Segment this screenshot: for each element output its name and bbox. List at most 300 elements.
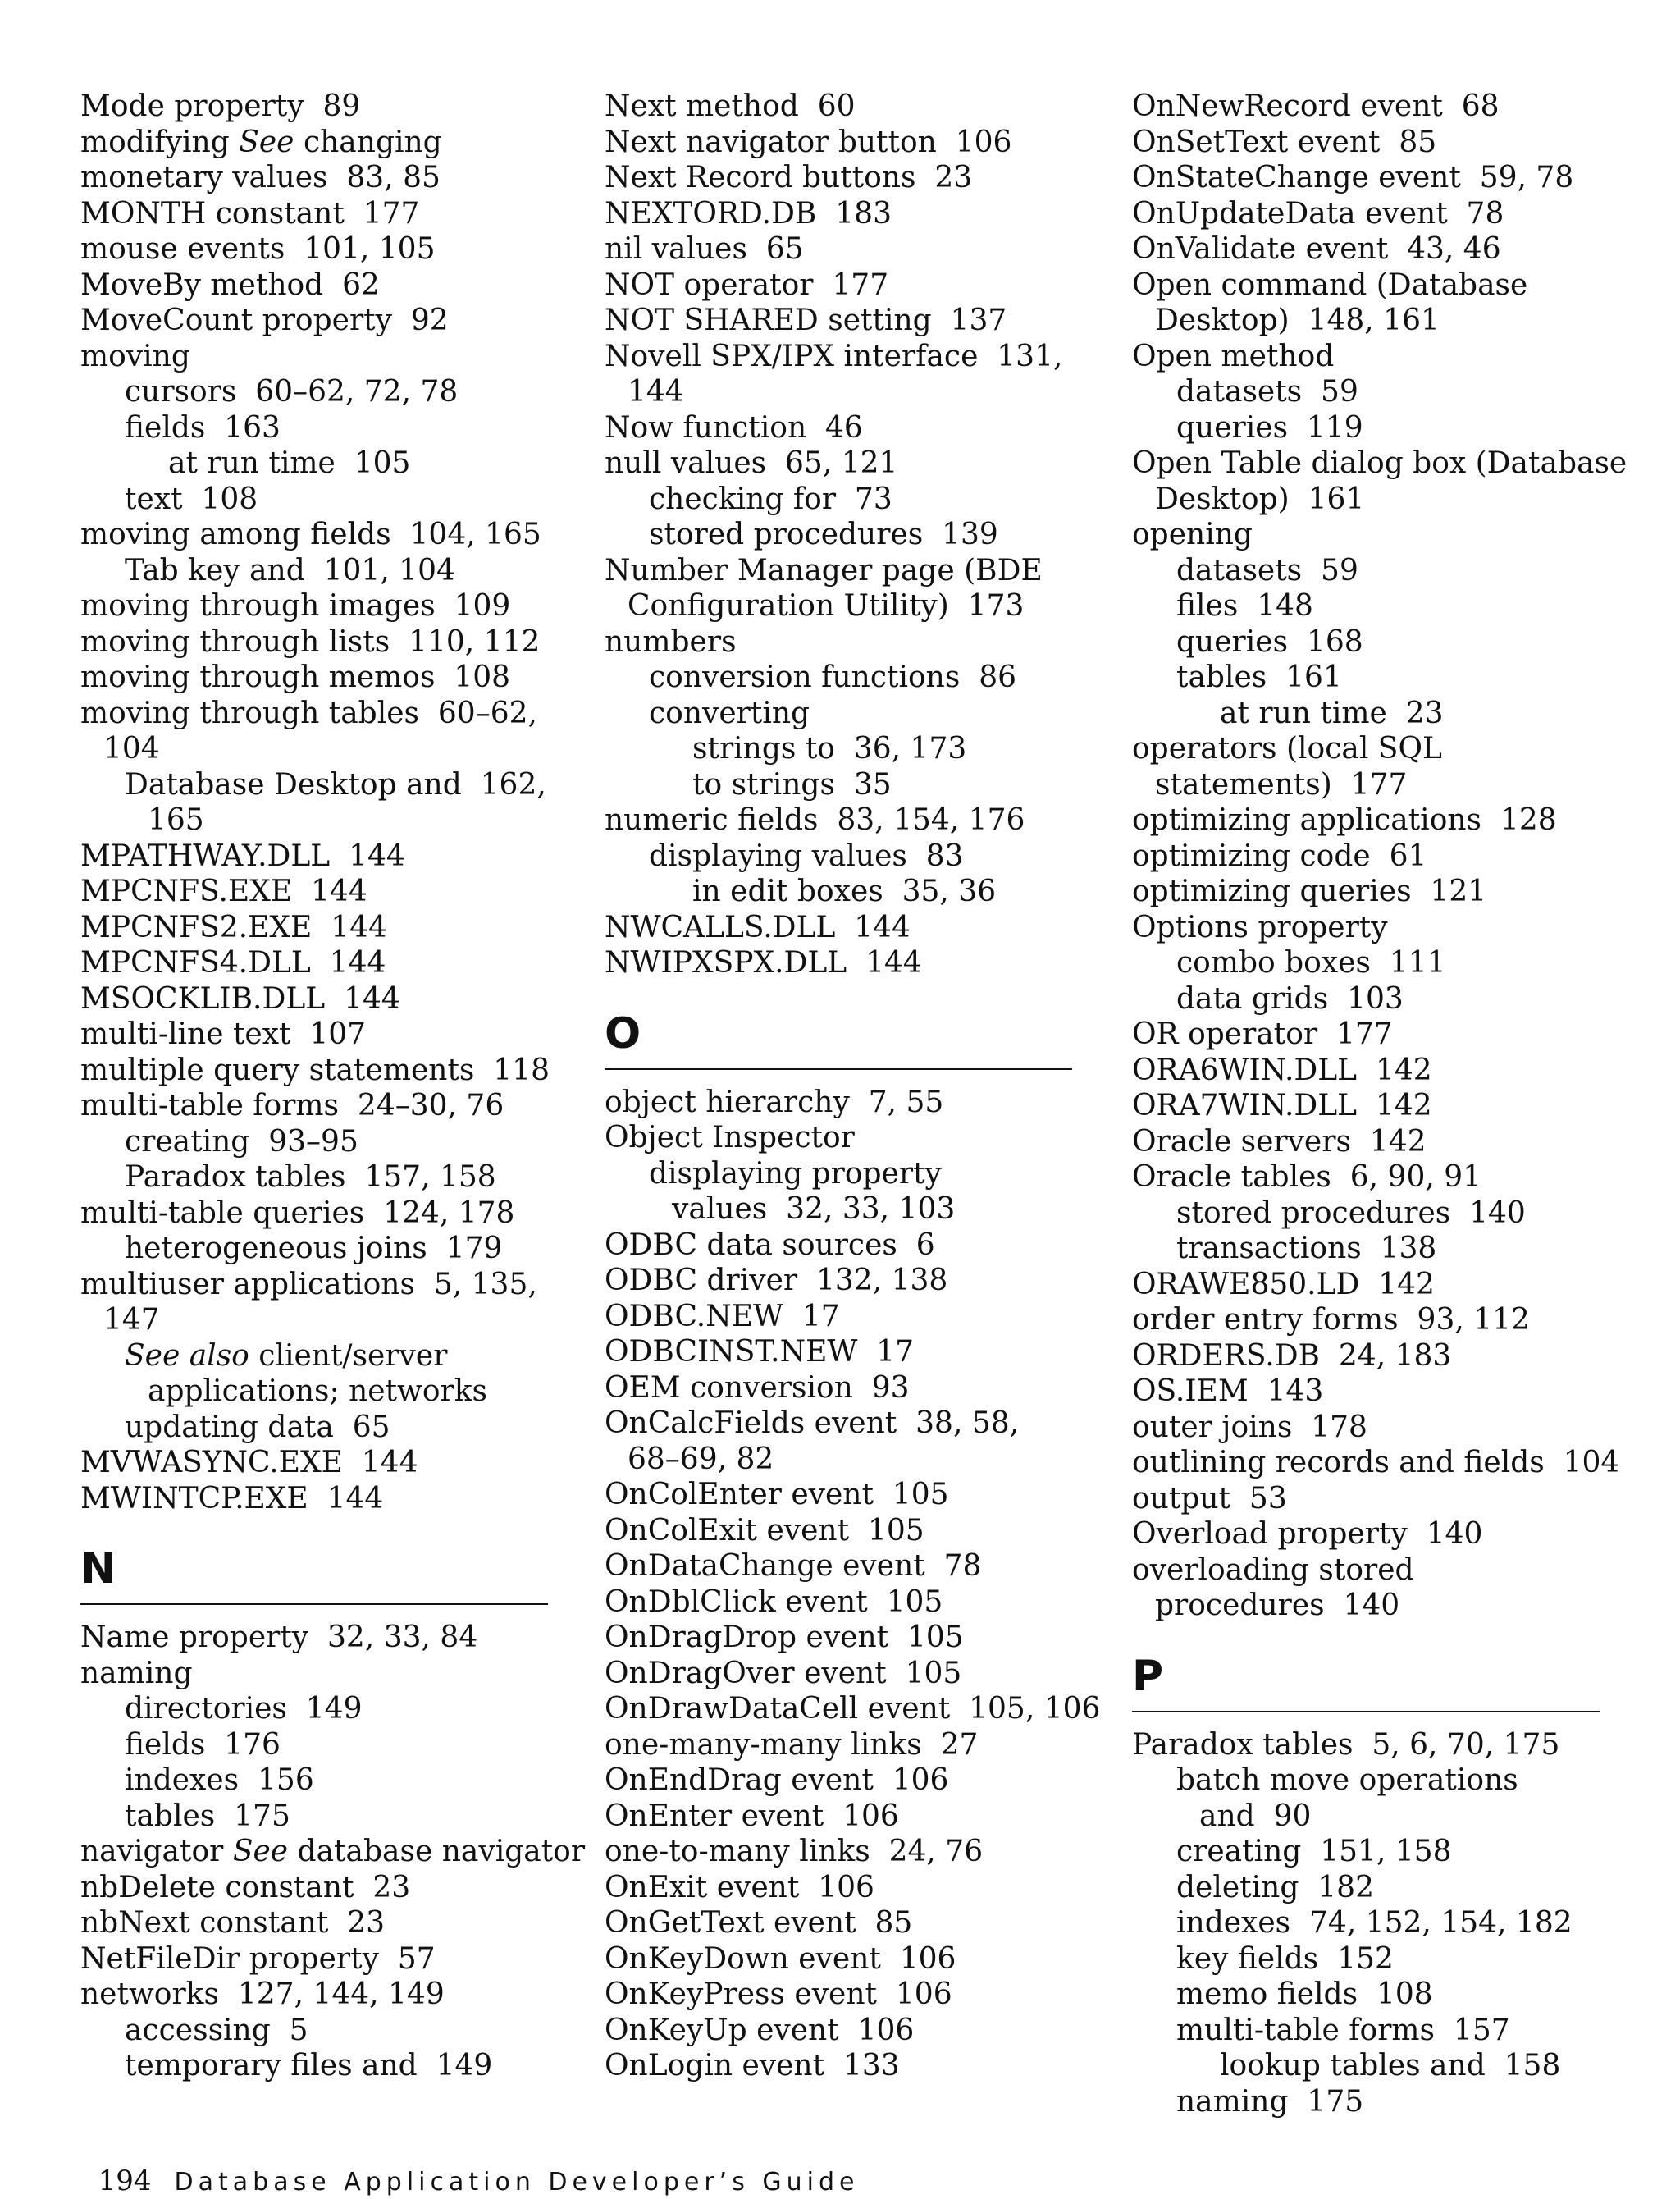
index-subentry [605,874,1076,910]
entry-text: datasets 59 [1176,553,1358,587]
entry-text: nbNext constant 23 [80,1906,386,1940]
index-entry [605,2013,1076,2049]
entry-text: OnValidate event 43, 46 [1132,232,1501,266]
entry-text: ODBC data sources 6 [605,1228,935,1262]
entry-text: heterogeneous joins 179 [125,1232,503,1265]
entry-text: ODBC driver 132, 138 [605,1264,948,1297]
index-entry [1132,446,1628,482]
index-entry [605,553,1076,589]
index-entry [1132,1727,1608,1763]
entry-text: memo fields 108 [1176,1977,1433,2011]
index-entry [605,1085,1076,1121]
index-subentry [605,767,1076,803]
entry-text: data grids 103 [1176,981,1404,1016]
index-entry [605,1762,1076,1799]
index-entry [80,1620,548,1656]
entry-text: Open method [1132,339,1335,373]
index-subentry [80,1799,548,1835]
index-subentry [1132,374,1608,410]
entry-text: 68–69, 82 [628,1442,774,1476]
entry-text: object hierarchy 7, 55 [605,1085,944,1119]
entry-text: stored procedures 140 [1176,1196,1526,1230]
entry-text: networks 127, 144, 149 [80,1977,445,2011]
entry-text: ORA7WIN.DLL 142 [1132,1089,1432,1122]
entry-text: NEXTORD.DB 183 [605,196,892,231]
index-entry [80,89,548,125]
index-entry [1132,910,1608,946]
index-subentry [80,410,548,446]
entry-text: naming [80,1656,193,1690]
index-subentry [1132,588,1608,624]
entry-text: NWCALLS.DLL 144 [605,910,911,944]
index-subentry [605,839,1076,875]
entry-text: fields 163 [125,410,281,445]
index-entry [1132,1338,1608,1374]
index-entry [605,1513,1076,1549]
entry-text: multiuser applications 5, 135, [80,1267,537,1301]
entry-text: OnDblClick event 105 [605,1584,943,1619]
entry-text: procedures 140 [1155,1589,1400,1622]
index-entry [605,1834,1076,1870]
index-entry [605,1299,1076,1335]
entry-text: Options property [1132,910,1388,944]
entry-text: Open command (Database [1132,267,1528,302]
entry-text: combo boxes 111 [1176,946,1446,980]
entry-text: Tab key and 101, 104 [125,553,455,587]
entry-text: MPCNFS4.DLL 144 [80,946,386,980]
entry-text: statements) 177 [1155,767,1408,802]
entry-text: optimizing applications 128 [1132,803,1557,837]
entry-text: MoveBy method 62 [80,267,380,302]
entry-text: checking for 73 [649,482,892,516]
index-entry [80,1088,548,1124]
index-entry [80,1977,548,2013]
index-subentry [1132,1231,1608,1267]
index-entry [1132,1410,1608,1446]
entry-text: OnDataChange event 78 [605,1549,982,1583]
index-entry [80,910,548,946]
entry-text: OnLogin event 133 [605,2049,900,2082]
index-entry [80,1941,548,1977]
index-entry-continuation [1132,1588,1608,1624]
index-entry [605,1656,1076,1692]
entry-text: MPATHWAY.DLL 144 [80,839,405,873]
index-subentry [80,482,548,518]
index-subentry [1132,1870,1608,1906]
entry-text: deleting 182 [1176,1870,1374,1904]
index-entry [605,624,1076,661]
entry-text: outer joins 178 [1132,1410,1367,1444]
entry-text: Object Inspector [605,1121,855,1154]
index-subentry [80,1691,548,1727]
index-entry-continuation [605,1191,1076,1228]
index-subentry [80,2048,548,2084]
index-subentry [1132,696,1608,732]
index-entry [80,339,548,375]
entry-text: and 90 [1199,1799,1312,1833]
index-subentry [1132,1196,1608,1232]
entry-text: OnStateChange event 59, 78 [1132,161,1574,194]
entry-text: applications; networks [148,1374,488,1408]
entry-text: MONTH constant 177 [80,196,420,231]
index-entry [80,1656,548,1692]
entry-text: MoveCount property 92 [80,304,449,337]
entry-text: OnDrawDataCell event 105, 106 [605,1692,1101,1726]
entry-text: naming 175 [1176,2084,1364,2119]
index-entry-continuation [80,802,548,839]
index-entry [605,1691,1101,1727]
entry-text: Overload property 140 [1132,1517,1483,1551]
section-letter: N [80,1544,116,1593]
entry-text: optimizing queries 121 [1132,875,1487,908]
index-entry-continuation [1132,482,1608,518]
entry-text: null values 65, 121 [605,446,898,480]
entry-text: multi-table forms 157 [1176,2013,1510,2047]
index-entry [1132,1481,1608,1517]
index-entry [1132,839,1608,875]
entry-text: queries 119 [1176,410,1363,445]
entry-text: OnDragOver event 105 [605,1656,962,1690]
entry-text: overloading stored [1132,1552,1414,1587]
entry-text: NOT SHARED setting 137 [605,304,1007,337]
entry-text: at run time 105 [168,446,411,480]
entry-text: monetary values 83, 85 [80,161,441,194]
entry-text: tables 161 [1176,661,1342,694]
entry-text: Next navigator button 106 [605,125,1012,159]
book-title: Database Application Developer’s Guide [174,2168,860,2197]
index-subentry [605,696,1076,732]
index-entry [1132,1516,1608,1552]
index-subentry [605,1156,1076,1192]
entry-text: datasets 59 [1176,375,1358,409]
index-column-1 [80,89,586,2084]
index-entry [605,196,1076,232]
index-subentry [1132,1834,1608,1870]
index-entry [80,231,548,267]
entry-text: fields 176 [125,1727,281,1762]
index-entry-continuation [605,1442,1076,1478]
entry-text: OnCalcFields event 38, 58, [605,1406,1020,1440]
index-entry [80,874,548,910]
index-subentry [80,1762,548,1799]
index-entry [1132,1302,1608,1338]
index-entry [80,1834,586,1870]
index-column-3 [1132,89,1628,2119]
section-letter: P [1132,1651,1164,1701]
entry-text: strings to 36, 173 [692,732,967,766]
index-entry [80,1017,548,1053]
entry-text: Now function 46 [605,410,863,445]
index-entry [605,1334,1076,1370]
index-subentry [1132,410,1608,446]
entry-text: updating data 65 [125,1410,390,1444]
index-entry-continuation [1132,767,1608,803]
entry-text: modifying [80,125,240,159]
entry-text: OnGetText event 85 [605,1906,913,1940]
index-entry [80,1196,548,1232]
index-entry [80,125,548,161]
index-subentry [605,482,1076,518]
entry-text: Next Record buttons 23 [605,161,973,194]
index-entry-continuation [80,731,548,767]
index-entry [80,945,548,981]
index-entry [605,1548,1076,1584]
entry-text: operators (local SQL [1132,732,1442,766]
entry-text: moving through images 109 [80,589,511,623]
index-entry [1132,339,1608,375]
entry-text: displaying property [649,1156,942,1191]
index-entry-continuation [605,374,1076,410]
entry-text: OnKeyDown event 106 [605,1941,956,1976]
entry-text: OnUpdateData event 78 [1132,196,1504,231]
entry-text: one-to-many links 24, 76 [605,1835,984,1868]
entry-text: mouse events 101, 105 [80,232,436,266]
entry-text: OnColEnter event 105 [605,1478,949,1511]
index-entry [80,1905,548,1941]
index-entry [1132,1088,1608,1124]
entry-text: MWINTCP.EXE 144 [80,1481,384,1516]
entry-text: moving among fields 104, 165 [80,518,541,551]
index-entry [1132,517,1608,553]
index-entry [605,410,1076,446]
index-entry [605,339,1076,375]
entry-text: batch move operations [1176,1763,1518,1797]
index-subentry [80,446,548,482]
entry-text: files 148 [1176,589,1313,623]
entry-text: moving through lists 110, 112 [80,624,541,659]
index-entry [605,2048,1076,2084]
entry-text: tables 175 [125,1799,290,1833]
index-entry [80,624,548,661]
entry-text: Oracle servers 142 [1132,1124,1427,1159]
index-entry [605,1228,1076,1264]
entry-text: one-many-many links 27 [605,1727,979,1762]
entry-text: creating 151, 158 [1176,1835,1452,1868]
index-subentry [80,2013,548,2049]
cross-reference-label: See also [125,1338,249,1373]
entry-text: OnKeyPress event 106 [605,1977,952,2011]
index-entry [1132,1374,1608,1410]
entry-text: NetFileDir property 57 [80,1941,436,1976]
index-subentry [80,1231,548,1267]
entry-text-continued: database navigator [288,1835,586,1868]
page-footer [80,2132,859,2199]
index-entry [1132,1017,1608,1053]
index-entry [80,196,548,232]
section-header [80,1543,548,1605]
index-subentry [1132,2013,1608,2049]
index-entry [1132,874,1608,910]
entry-text: at run time 23 [1220,696,1444,730]
index-entry [1132,731,1608,767]
entry-text: multi-line text 107 [80,1017,367,1051]
entry-text-continued: changing [294,125,442,159]
index-entry [605,1584,1076,1621]
index-subentry [1132,945,1608,981]
entry-text: numeric fields 83, 154, 176 [605,803,1025,837]
index-entry [605,1406,1076,1442]
index-subentry [80,553,548,589]
index-subentry [80,1124,548,1160]
index-subentry [605,517,1076,553]
index-entry [605,1977,1076,2013]
index-column-2 [605,89,1101,2084]
entry-text: MVWASYNC.EXE 144 [80,1446,418,1479]
entry-text: Configuration Utility) 173 [628,589,1025,623]
index-entry [1132,1445,1620,1481]
index-entry [605,446,1076,482]
entry-text: temporary files and 149 [125,2049,493,2082]
index-entry [1132,1124,1608,1160]
index-entry [1132,1267,1608,1303]
entry-text: Desktop) 161 [1155,482,1365,516]
entry-text: 165 [148,803,204,837]
entry-text: Number Manager page (BDE [605,553,1043,587]
entry-text: moving [80,339,190,373]
index-entry [1132,1053,1608,1089]
entry-text: optimizing code 61 [1132,839,1427,873]
index-entry-continuation [605,588,1076,624]
index-subentry [80,374,548,410]
section-header [1132,1650,1600,1712]
section-header [605,1008,1072,1070]
entry-text: output 53 [1132,1481,1287,1516]
index-entry [605,231,1076,267]
entry-text: nil values 65 [605,232,804,266]
entry-text: NWIPXSPX.DLL 144 [605,946,922,980]
index-entry [605,267,1076,304]
entry-text: moving through memos 108 [80,661,511,694]
index-entry [80,267,548,304]
index-entry [80,839,548,875]
entry-text-continued: client/server [249,1338,448,1373]
index-entry [80,660,548,696]
entry-text: in edit boxes 35, 36 [692,875,997,908]
index-subentry [1132,1977,1608,2013]
entry-text: 147 [103,1303,160,1337]
entry-text: OEM conversion 93 [605,1370,910,1405]
entry-text: to strings 35 [692,767,892,802]
index-subentry [80,1410,548,1446]
entry-text: OS.IEM 143 [1132,1374,1324,1408]
index-entry [80,303,548,339]
index-subentry [1132,981,1608,1017]
entry-text: numbers [605,624,737,659]
entry-text: ORDERS.DB 24, 183 [1132,1338,1452,1373]
index-entry [80,1481,548,1517]
entry-text: NOT operator 177 [605,267,889,302]
entry-text: OnKeyUp event 106 [605,2013,915,2047]
index-subentry [1132,1762,1608,1799]
index-subentry [80,767,548,803]
entry-text: Oracle tables 6, 90, 91 [1132,1160,1482,1194]
index-entry [605,910,1076,946]
entry-text: ODBCINST.NEW 17 [605,1335,915,1369]
entry-text: OR operator 177 [1132,1017,1393,1051]
index-subentry [80,1727,548,1763]
entry-text: order entry forms 93, 112 [1132,1303,1530,1337]
index-entry [1132,802,1608,839]
entry-text: OnSetText event 85 [1132,125,1437,159]
index-entry [605,1799,1076,1835]
index-subentry [1132,1905,1608,1941]
entry-text: OnDragDrop event 105 [605,1621,964,1654]
entry-text: multi-table forms 24–30, 76 [80,1089,504,1122]
entry-text: OnColExit event 105 [605,1513,924,1548]
entry-text: Next method 60 [605,89,856,123]
entry-text: OnEnter event 106 [605,1799,899,1833]
index-subentry [1132,1941,1608,1977]
index-entry-continuation [80,1302,548,1338]
entry-text: lookup tables and 158 [1220,2049,1561,2082]
entry-text: Mode property 89 [80,89,361,123]
entry-text: text 108 [125,482,258,516]
entry-text: displaying values 83 [649,839,964,873]
entry-text: OnExit event 106 [605,1870,874,1904]
index-entry [605,1477,1076,1513]
entry-text: nbDelete constant 23 [80,1870,411,1904]
entry-text: multi-table queries 124, 178 [80,1196,515,1230]
index-entry [80,1053,548,1089]
page-number: 194 [98,2165,152,2197]
index-entry [605,945,1076,981]
entry-text: multiple query statements 118 [80,1053,550,1087]
index-entry [605,1370,1076,1406]
section-letter: O [605,1008,641,1058]
index-entry [80,1445,548,1481]
entry-text: stored procedures 139 [649,518,998,551]
entry-text: Name property 32, 33, 84 [80,1621,478,1654]
index-entry [80,1870,548,1906]
index-entry [605,1870,1076,1906]
index-subentry [1132,2048,1608,2084]
index-subentry [1132,660,1608,696]
index-entry [80,517,548,553]
entry-text: MPCNFS.EXE 144 [80,875,368,908]
index-entry [605,1620,1076,1656]
index-subentry [1132,624,1608,661]
entry-text: ORA6WIN.DLL 142 [1132,1053,1432,1087]
entry-text: transactions 138 [1176,1232,1437,1265]
entry-text: ORAWE850.LD 142 [1132,1267,1435,1301]
index-entry [605,1727,1076,1763]
entry-text: cursors 60–62, 72, 78 [125,375,459,409]
index-entry [605,1941,1076,1977]
index-subentry [605,660,1076,696]
entry-text: MPCNFS2.EXE 144 [80,910,387,944]
index-entry [605,160,1076,196]
entry-text: queries 168 [1176,624,1363,659]
index-entry [1132,196,1608,232]
index-entry [80,1267,548,1303]
index-entry [1132,1552,1608,1589]
index-entry-continuation [1132,303,1608,339]
entry-text: Database Desktop and 162, [125,767,546,802]
cross-reference-label: See [239,125,294,159]
index-entry [1132,231,1608,267]
entry-text: MSOCKLIB.DLL 144 [80,981,400,1016]
index-entry [80,696,548,732]
entry-text: Paradox tables 5, 6, 70, 175 [1132,1727,1560,1762]
index-entry [1132,160,1608,196]
entry-text: indexes 74, 152, 154, 182 [1176,1906,1573,1940]
index-entry [80,588,548,624]
entry-text: Open Table dialog box (Database [1132,446,1628,480]
index-entry [605,1905,1076,1941]
index-entry [605,1120,1076,1156]
entry-text: Novell SPX/IPX interface 131, [605,339,1063,373]
entry-text: OnNewRecord event 68 [1132,89,1500,123]
